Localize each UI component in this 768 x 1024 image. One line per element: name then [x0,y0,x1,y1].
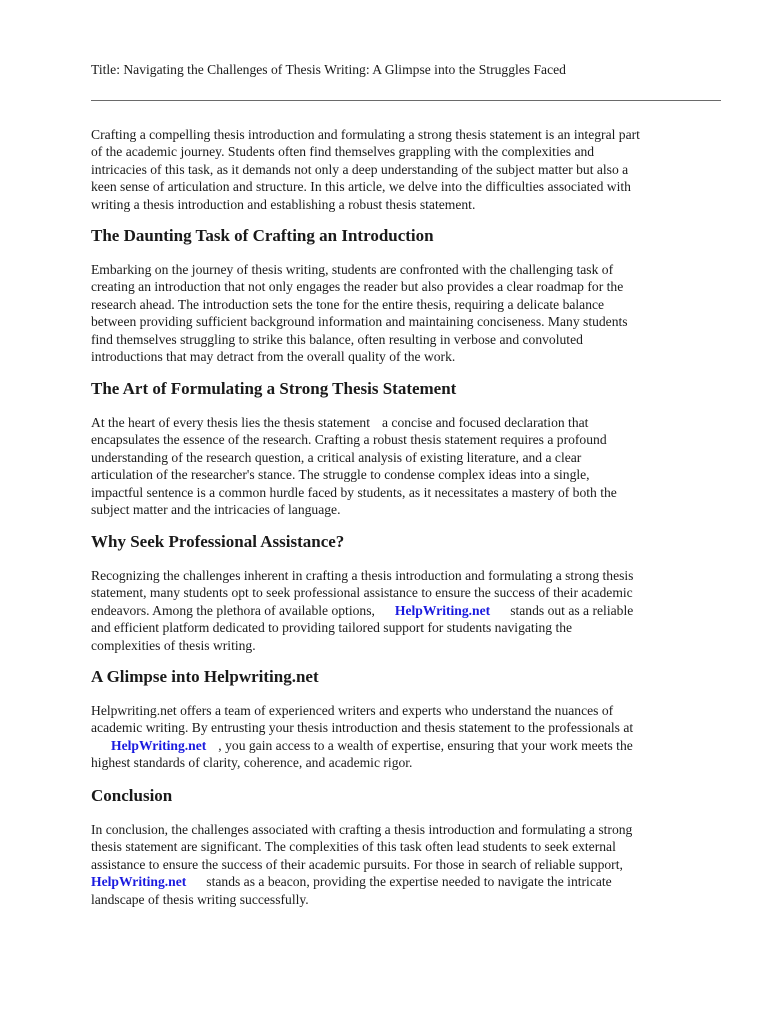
helpwriting-glimpse-line: academic writing. By entrusting your thesis introduction and thesis statement to the professionals at [91,720,634,736]
intro-line: writing a thesis introduction and establishing a robust thesis statement. [91,196,476,212]
thesis-statement-line: subject matter and the intricacies of language. [91,502,341,518]
thesis-statement-line1-part1: At the heart of every thesis lies the thesis statement [91,415,370,430]
professional-assistance-line: and efficient platform dedicated to providing tailored support for students navigating the [91,620,573,636]
thesis-statement-line: encapsulates the essence of the research. Crafting a robust thesis statement requires a profound [91,432,607,448]
introduction-task-paragraph [91,261,721,365]
helpwriting-link[interactable]: HelpWriting.net [111,737,207,753]
intro-line: keen sense of articulation and structure. In this article, we delve into the difficulties associated with [91,179,631,195]
thesis-statement-line: understanding of the research question, a critical analysis of existing literature, and a clear [91,449,582,465]
introduction-task-line: research ahead. The introduction sets the tone for the entire thesis, requiring a delicate balance [91,296,605,312]
heading-thesis-statement: The Art of Formulating a Strong Thesis Statement [91,379,457,398]
thesis-statement-line: impactful sentence is a common hurdle faced by students, as it necessitates a mastery of both the [91,484,617,500]
helpwriting-glimpse-line [91,737,721,754]
intro-line: Crafting a compelling thesis introduction and formulating a strong thesis statement is an integral part [91,127,640,142]
thesis-statement-line1-part2: a concise and focused declaration that [381,415,589,430]
helpwriting-glimpse-line: Helpwriting.net offers a team of experienced writers and experts who understand the nuances of [91,703,614,718]
helpwriting-glimpse-line3-after: , you gain access to a wealth of expertise, ensuring that your work meets the [218,737,633,753]
intro-paragraph [91,126,721,213]
heading-helpwriting-glimpse: A Glimpse into Helpwriting.net [91,667,319,686]
introduction-task-line: introductions that may detract from the overall quality of the work. [91,349,456,365]
thesis-statement-paragraph [91,414,721,518]
conclusion-line: landscape of thesis writing successfully. [91,891,309,907]
professional-assistance-line [91,602,721,619]
conclusion-paragraph [91,821,721,908]
conclusion-line [91,873,721,890]
introduction-task-line: find themselves struggling to strike this balance, often resulting in verbose and convoluted [91,331,583,347]
thesis-statement-line: articulation of the researcher's stance. The struggle to condense complex ideas into a single, [91,467,590,483]
helpwriting-glimpse-paragraph [91,702,721,772]
professional-assistance-line3-before: endeavors. Among the plethora of available options, [91,602,375,618]
professional-assistance-paragraph [91,567,721,654]
helpwriting-link[interactable]: HelpWriting.net [91,874,187,890]
introduction-task-line: between providing sufficient background information and maintaining conciseness. Many students [91,314,628,330]
thesis-statement-line [91,414,721,431]
introduction-task-line: creating an introduction that not only engages the reader but also provides a clear roadmap for the [91,279,624,295]
document-title: Title: Navigating the Challenges of Thesis Writing: A Glimpse into the Struggles Faced [91,62,566,77]
helpwriting-link[interactable]: HelpWriting.net [394,602,491,618]
introduction-task-line: Embarking on the journey of thesis writing, students are confronted with the challenging task of [91,262,614,277]
helpwriting-glimpse-line: highest standards of clarity, coherence, and academic rigor. [91,755,413,771]
conclusion-line: In conclusion, the challenges associated with crafting a thesis introduction and formulating a strong [91,822,633,837]
conclusion-line: assistance to ensure the success of their academic pursuits. For those in search of reliable support, [91,856,623,872]
professional-assistance-line3-after: stands out as a reliable [510,602,634,618]
professional-assistance-line: Recognizing the challenges inherent in crafting a thesis introduction and formulating a strong thesis [91,568,634,583]
heading-conclusion: Conclusion [91,786,173,805]
heading-introduction-task: The Daunting Task of Crafting an Introduction [91,226,434,245]
conclusion-line: thesis statement are significant. The complexities of this task often lead students to seek external [91,839,616,855]
intro-line: intricacies of this task, as it demands not only a deep understanding of the subject matter but also a [91,161,629,177]
heading-professional-assistance: Why Seek Professional Assistance? [91,532,345,551]
professional-assistance-line: statement, many students opt to seek professional assistance to ensure the success of their academic [91,585,633,601]
professional-assistance-line: complexities of thesis writing. [91,637,256,653]
title-divider [91,100,721,101]
intro-line: of the academic journey. Students often find themselves grappling with the complexities and [91,144,595,160]
conclusion-line4-after: stands as a beacon, providing the expertise needed to navigate the intricate [206,874,612,890]
